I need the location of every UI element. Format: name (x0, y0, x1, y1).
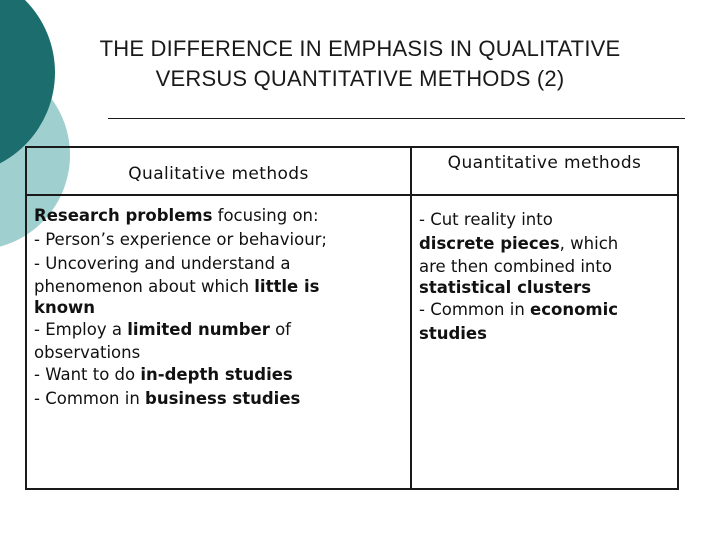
qual-bold-known: known (34, 298, 96, 317)
quant-bold-statistical-clusters: statistical clusters (419, 278, 592, 297)
quant-line-5 (419, 298, 671, 322)
title-underline (108, 118, 685, 119)
quant-line-3: are then combined into (419, 257, 612, 276)
header-qualitative: Qualitative methods (27, 148, 412, 196)
qual-bold-business-studies: business studies (145, 389, 301, 408)
qual-text: - Employ a (34, 320, 128, 339)
qual-line-8 (34, 363, 404, 387)
qual-text: - Want to do (34, 365, 141, 384)
qual-line-7: observations (34, 343, 141, 362)
quant-line-4 (419, 277, 671, 298)
qual-bold-in-depth-studies: in-depth studies (140, 365, 293, 384)
quantitative-cell (412, 196, 677, 488)
quant-bold-economic: economic (530, 300, 619, 319)
title-line-1: THE DIFFERENCE IN EMPHASIS IN QUALITATIVE (99, 36, 621, 61)
quant-line-1: - Cut reality into (419, 210, 553, 229)
qual-bold-research-problems: Research problems (34, 206, 213, 225)
quant-line-2 (419, 232, 671, 256)
quant-text: , which (559, 234, 619, 253)
qual-line-1 (34, 204, 404, 228)
qual-line-4 (34, 276, 404, 297)
qual-line-9 (34, 387, 404, 411)
quant-line-6 (419, 322, 671, 346)
quant-text: - Common in (419, 300, 531, 319)
qual-text: of (269, 320, 291, 339)
quant-bold-studies: studies (419, 324, 487, 343)
qual-text: phenomenon about which (34, 277, 255, 296)
qualitative-cell (27, 196, 412, 488)
qual-bold-limited-number: limited number (127, 320, 270, 339)
quant-bold-discrete-pieces: discrete pieces (419, 234, 560, 253)
qual-text: - Common in (34, 389, 146, 408)
qual-bold-little-is: little is (254, 277, 320, 296)
qual-line-5 (34, 297, 404, 318)
title-line-2: VERSUS QUANTITATIVE METHODS (2) (155, 66, 565, 91)
qual-line-6 (34, 318, 404, 342)
qual-text: focusing on: (212, 206, 319, 225)
qual-line-2: - Person’s experience or behaviour; (34, 230, 327, 249)
comparison-table (25, 146, 679, 490)
header-quantitative: Quantitative methods (412, 148, 677, 196)
qual-line-3: - Uncovering and understand a (34, 254, 291, 273)
slide-title (20, 34, 700, 94)
